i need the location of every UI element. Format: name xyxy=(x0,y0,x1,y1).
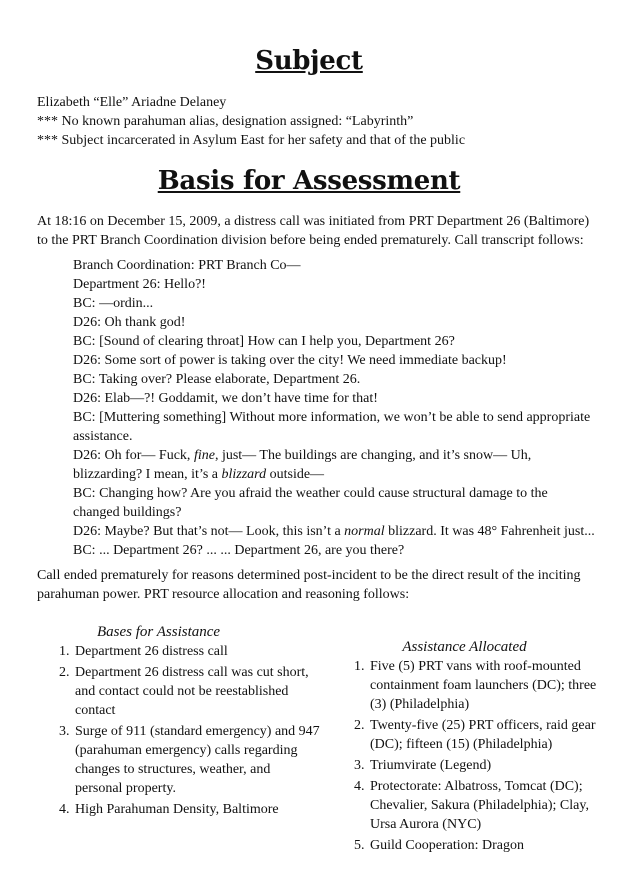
transcript-line: D26: Some sort of power is taking over the city! We need immediate backup! xyxy=(73,353,507,368)
subject-incarceration-note: *** Subject incarcerated in Asylum East for her safety and that of the public xyxy=(37,133,466,148)
transcript-line: BC: Taking over? Please elaborate, Department 26. xyxy=(73,372,361,387)
transcript-line: BC: [Muttering something] Without more information, we won’t be able to send appropriate assistance. xyxy=(73,410,591,444)
text: , just— The buildings are changing, and it’s snow— Uh, blizzarding? I mean, it’s a xyxy=(73,448,532,482)
text: D26: Maybe? But that’s not— Look, this isn’t a xyxy=(73,524,345,539)
assistance-allocated xyxy=(332,622,597,857)
list-item: 3. Surge of 911 (standard emergency) and 947 (parahuman emergency) calls regarding changes to structures, weather, and personal property. xyxy=(73,722,320,798)
basis-heading: Basis for Assessment xyxy=(157,166,461,196)
basis-intro: At 18:16 on December 15, 2009, a distress call was initiated from PRT Department 26 (Baltimore) to the PRT Branch Coordination division before being ended prematurely. Call transcript follows: xyxy=(37,214,590,248)
list-item: 2. Department 26 distress call was cut short, and contact could not be reestablished contact xyxy=(73,663,320,720)
transcript-line: BC: ... Department 26? ... ... Department 26, are you there? xyxy=(73,543,405,558)
transcript-line xyxy=(73,446,597,484)
list-item: 4. High Parahuman Density, Baltimore xyxy=(73,800,320,819)
allocated-list xyxy=(332,657,597,855)
bases-heading: Bases for Assistance xyxy=(97,624,221,640)
subject-name: Elizabeth “Elle” Ariadne Delaney xyxy=(37,95,227,110)
emphasis: normal xyxy=(344,524,385,539)
transcript-line: D26: Oh thank god! xyxy=(73,315,186,330)
emphasis: fine xyxy=(193,448,215,463)
assistance-columns xyxy=(37,622,597,857)
transcript-line: Department 26: Hello?! xyxy=(73,277,206,292)
subject-heading: Subject xyxy=(255,46,363,76)
emphasis: blizzard xyxy=(221,467,267,482)
basis-outro: Call ended prematurely for reasons determined post-incident to be the direct result of the inciting parahuman power. PRT resource allocation and reasoning follows: xyxy=(37,568,581,602)
transcript-line: BC: Changing how? Are you afraid the weather could cause structural damage to the changed buildings? xyxy=(73,486,548,520)
text: D26: Oh for— Fuck, xyxy=(73,448,194,463)
text: blizzard. It was 48° Fahrenheit just... xyxy=(384,524,595,539)
subject-alias-note: *** No known parahuman alias, designation assigned: “Labyrinth” xyxy=(37,114,414,129)
bases-for-assistance xyxy=(37,622,320,857)
list-item: 5. Guild Cooperation: Dragon xyxy=(368,836,597,855)
transcript-line: D26: Elab—?! Goddamit, we don’t have time for that! xyxy=(73,391,378,406)
list-item: 4. Protectorate: Albatross, Tomcat (DC); Chevalier, Sakura (Philadelphia); Clay, Ursa Aurora (NYC) xyxy=(368,777,597,834)
subject-details xyxy=(37,93,597,150)
call-transcript xyxy=(73,256,597,560)
transcript-line xyxy=(73,522,597,541)
transcript-line: BC: —ordin... xyxy=(73,296,154,311)
list-item: 2. Twenty-five (25) PRT officers, raid gear (DC); fifteen (15) (Philadelphia) xyxy=(368,716,597,754)
list-item: 1. Five (5) PRT vans with roof-mounted containment foam launchers (DC); three (3) (Philadelphia) xyxy=(368,657,597,714)
allocated-heading: Assistance Allocated xyxy=(402,639,527,655)
list-item: 1. Department 26 distress call xyxy=(73,642,320,661)
text: outside— xyxy=(266,467,325,482)
bases-list xyxy=(37,642,320,819)
transcript-line: BC: [Sound of clearing throat] How can I help you, Department 26? xyxy=(73,334,455,349)
list-item: 3. Triumvirate (Legend) xyxy=(368,756,597,775)
transcript-line: Branch Coordination: PRT Branch Co— xyxy=(73,258,301,273)
